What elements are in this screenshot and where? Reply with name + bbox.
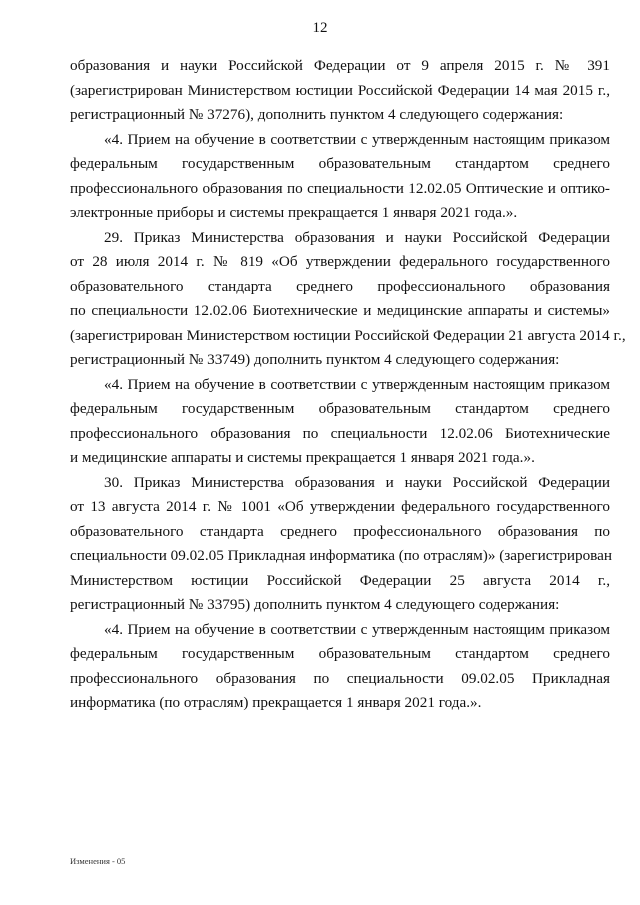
text-line: «4. Прием на обучение в соответствии с утвержденным настоящим приказом: [104, 130, 610, 148]
text-line: профессионального образования по специальности 12.02.05 Оптические и оптико-: [70, 179, 610, 197]
text-line: федеральным государственным образовательным стандартом среднего: [70, 155, 610, 172]
text-line: профессионального образования по специальности 12.02.06 Биотехнические: [70, 424, 610, 442]
text-line: от 28 июля 2014 г. № 819 «Об утверждении федерального государственного: [70, 253, 610, 270]
text-line: (зарегистрирован Министерством юстиции Российской Федерации 14 мая 2015 г.,: [70, 81, 610, 99]
text-line: регистрационный № 33795) дополнить пунктом 4 следующего содержания:: [70, 596, 560, 613]
text-line: образовательного стандарта среднего профессионального образования: [70, 277, 610, 295]
text-line: образовательного стандарта среднего профессионального образования по: [70, 522, 610, 540]
text-line: «4. Прием на обучение в соответствии с утвержденным настоящим приказом: [104, 620, 610, 638]
text-line: образования и науки Российской Федерации от 9 апреля 2015 г. № 391: [70, 57, 610, 74]
footer-note: Изменения - 05: [70, 856, 126, 866]
text-line: (зарегистрирован Министерством юстиции Российской Федерации 21 августа 2014 г.,: [70, 326, 626, 344]
page-number: 12: [312, 20, 328, 36]
text-line: электронные приборы и системы прекращается 1 января 2021 года.».: [70, 204, 518, 221]
text-line: профессионального образования по специальности 09.02.05 Прикладная: [70, 669, 610, 687]
text-line: федеральным государственным образовательным стандартом среднего: [70, 645, 610, 662]
text-line: 30. Приказ Министерства образования и науки Российской Федерации: [104, 473, 610, 491]
text-line: «4. Прием на обучение в соответствии с утвержденным настоящим приказом: [104, 375, 610, 393]
text-line: федеральным государственным образовательным стандартом среднего: [70, 400, 610, 417]
text-line: по специальности 12.02.06 Биотехнические и медицинские аппараты и системы»: [70, 302, 610, 319]
text-line: Министерством юстиции Российской Федерации 25 августа 2014 г.,: [70, 571, 610, 589]
text-line: 29. Приказ Министерства образования и науки Российской Федерации: [104, 228, 610, 246]
document-body: [70, 54, 626, 716]
text-line: специальности 09.02.05 Прикладная информатика (по отраслям)» (зарегистрирован: [70, 547, 613, 564]
text-line: от 13 августа 2014 г. № 1001 «Об утверждении федерального государственного: [70, 498, 610, 515]
text-line: информатика (по отраслям) прекращается 1 января 2021 года.».: [70, 694, 482, 711]
text-line: и медицинские аппараты и системы прекращается 1 января 2021 года.».: [70, 449, 535, 466]
text-line: регистрационный № 37276), дополнить пунктом 4 следующего содержания:: [70, 106, 564, 123]
text-line: регистрационный № 33749) дополнить пунктом 4 следующего содержания:: [70, 351, 560, 368]
